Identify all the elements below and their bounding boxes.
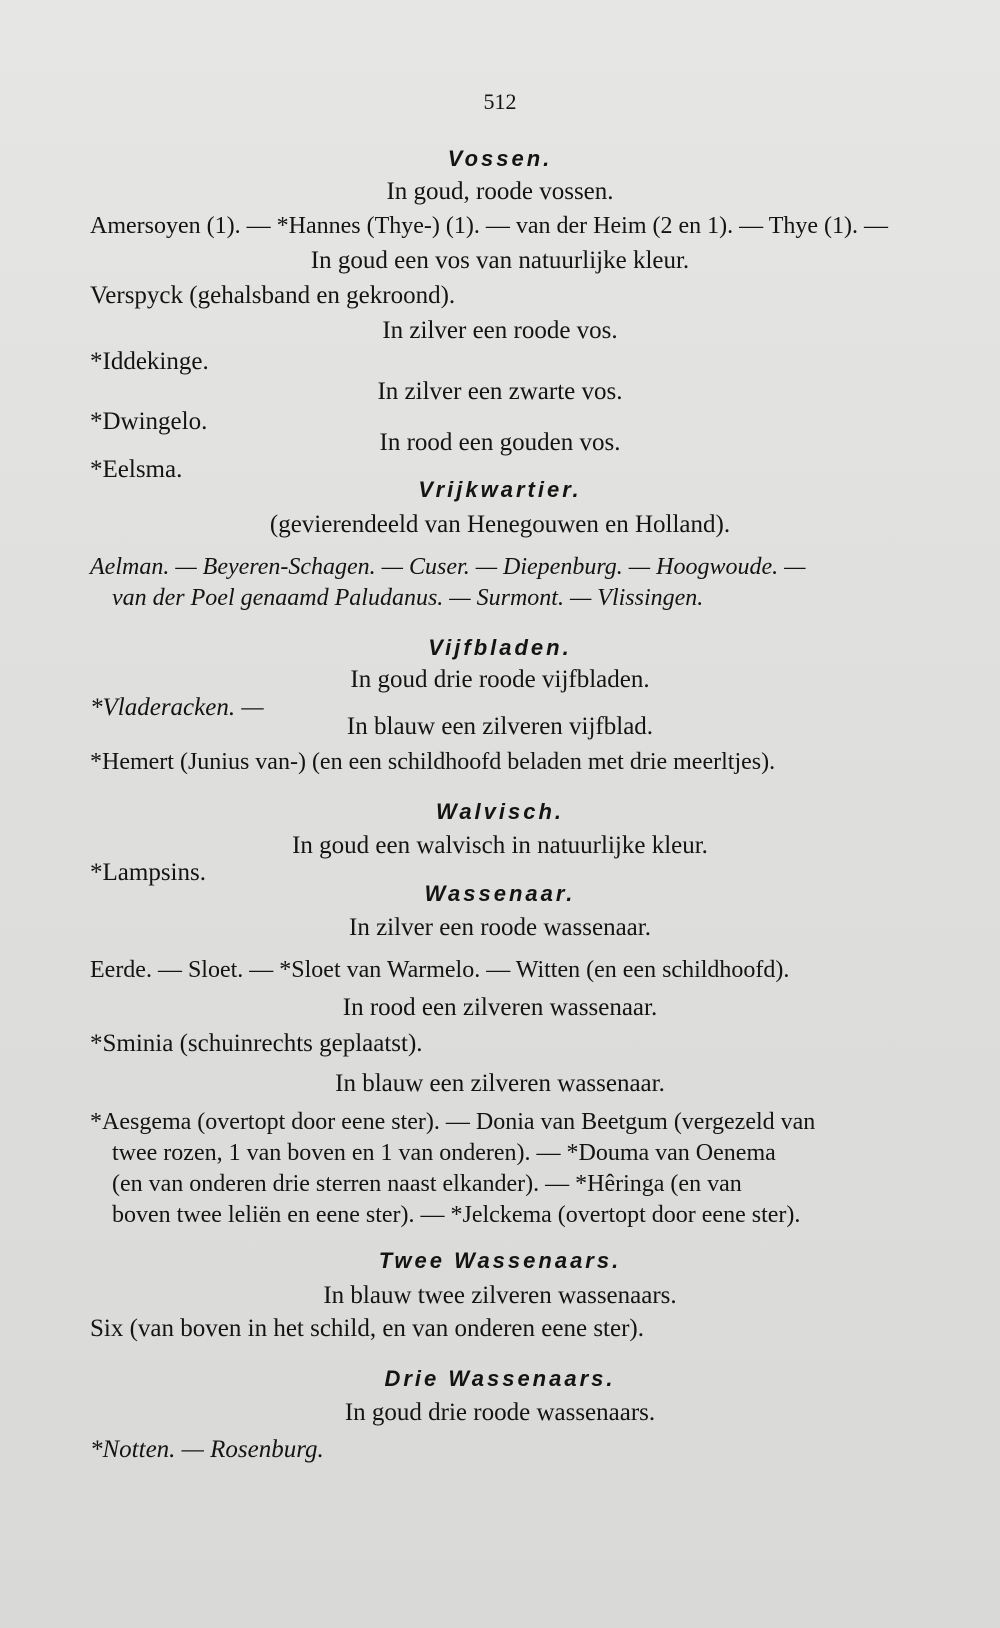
page-number: 512 [483, 89, 517, 114]
blazon-text: In zilver een roode vos. [382, 317, 618, 344]
names-line: *Hemert (Junius van-) (en een schildhoofd beladen met drie meerltjes). [90, 749, 776, 775]
names-line: *Dwingelo. [90, 408, 208, 435]
blazon-text: In blauw een zilveren wassenaar. [335, 1070, 665, 1097]
names-line: (en van onderen drie sterren naast elkander). — *Hêringa (en van [112, 1171, 742, 1197]
heading-drie-wassenaars: Drie Wassenaars. [384, 1366, 616, 1391]
names-line: Six (van boven in het schild, en van onderen eene ster). [90, 1315, 644, 1342]
heading-vossen: Vossen. [447, 146, 553, 171]
blazon-text: In zilver een zwarte vos. [377, 378, 623, 405]
names-line: *Eelsma. [90, 456, 183, 483]
blazon-text: In blauw twee zilveren wassenaars. [323, 1282, 677, 1309]
heading-vijfbladen: Vijfbladen. [428, 635, 572, 660]
names-line: *Iddekinge. [90, 348, 209, 375]
names-line: *Sminia (schuinrechts geplaatst). [90, 1030, 423, 1057]
blazon-text: In goud een walvisch in natuurlijke kleur. [292, 832, 708, 859]
blazon-text: In goud drie roode vijfbladen. [350, 666, 650, 693]
blazon-text: In blauw een zilveren vijfblad. [346, 713, 654, 740]
names-line: *Lampsins. [90, 859, 206, 886]
names-line: Amersoyen (1). — *Hannes (Thye-) (1). — van der Heim (2 en 1). — Thye (1). — [90, 213, 888, 239]
heading-wassenaar: Wassenaar. [424, 881, 576, 906]
names-line: *Aesgema (overtopt door eene ster). — Donia van Beetgum (vergezeld van [90, 1109, 816, 1135]
blazon-text: (gevierendeeld van Henegouwen en Holland). [269, 511, 731, 538]
blazon-text: In zilver een roode wassenaar. [349, 914, 651, 941]
blazon-text: In rood een gouden vos. [379, 429, 621, 456]
blazon-text: In rood een zilveren wassenaar. [342, 994, 658, 1021]
heading-walvisch: Walvisch. [435, 799, 565, 824]
names-line: *Notten. — Rosenburg. [90, 1436, 324, 1463]
blazon-text: In goud, roode vossen. [386, 178, 614, 205]
names-line: Verspyck (gehalsband en gekroond). [90, 282, 456, 309]
blazon-text: In goud drie roode wassenaars. [344, 1399, 656, 1426]
names-line: Aelman. — Beyeren-Schagen. — Cuser. — Diepenburg. — Hoogwoude. — [90, 554, 806, 580]
heading-twee-wassenaars: Twee Wassenaars. [378, 1248, 622, 1273]
names-line: Eerde. — Sloet. — *Sloet van Warmelo. — Witten (en een schildhoofd). [90, 957, 790, 983]
names-line: van der Poel genaamd Paludanus. — Surmont. — Vlissingen. [112, 585, 704, 611]
names-line: boven twee leliën en eene ster). — *Jelckema (overtopt door eene ster). [112, 1202, 801, 1228]
blazon-text: In goud een vos van natuurlijke kleur. [310, 247, 690, 274]
names-line: twee rozen, 1 van boven en 1 van onderen). — *Douma van Oenema [112, 1140, 776, 1166]
names-line: *Vladeracken. — [90, 694, 264, 721]
heading-vrijkwartier: Vrijkwartier. [418, 477, 582, 502]
